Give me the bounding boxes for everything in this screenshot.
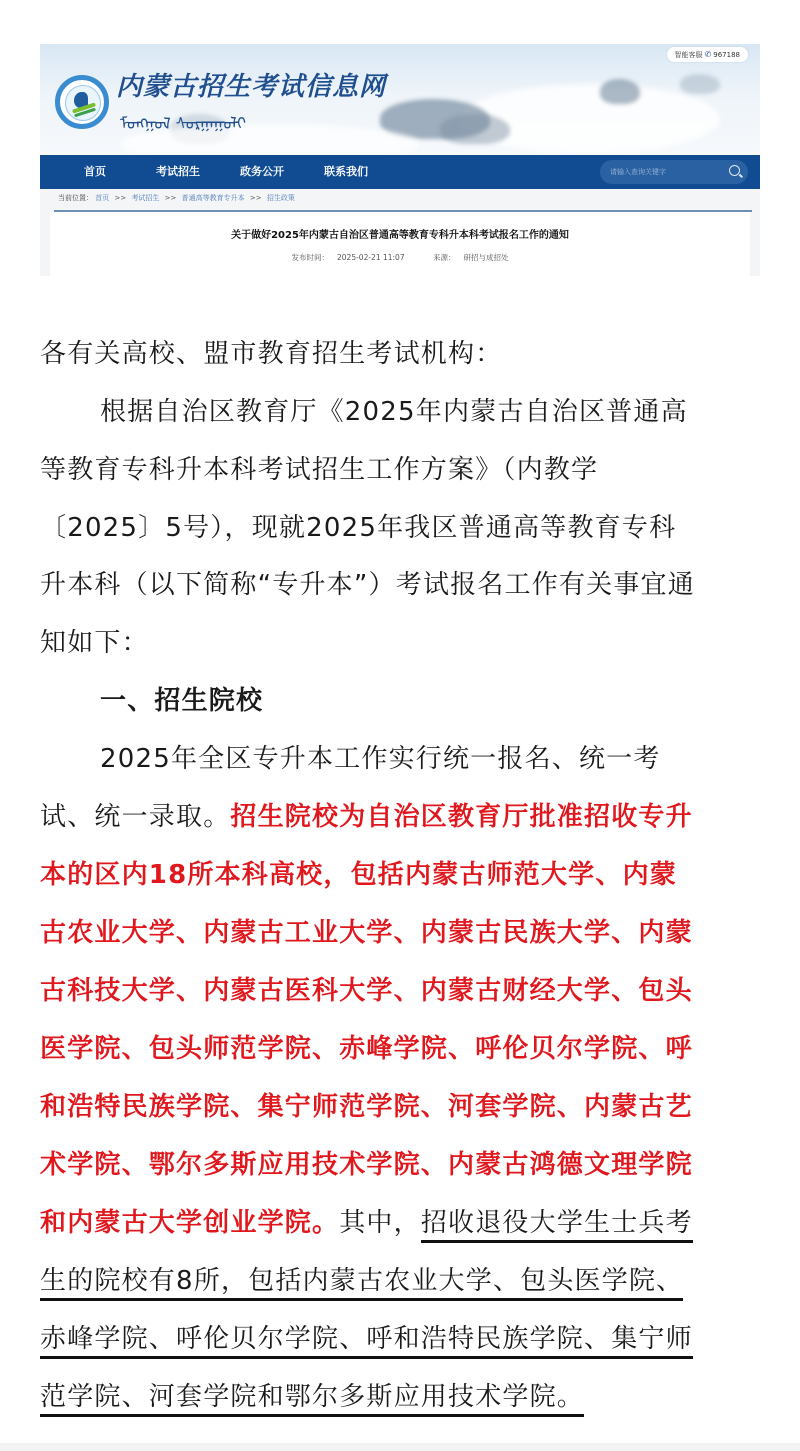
nav-item-exams[interactable]: 考试招生 — [156, 165, 200, 178]
underlined-text: 赤峰学院、呼伦贝尔学院、呼和浩特民族学院、集宁师 — [40, 1324, 693, 1359]
highlighted-text: 古科技大学、内蒙古医科大学、内蒙古财经大学、包头 — [40, 976, 693, 1006]
highlighted-text: 医学院、包头师范学院、赤峰学院、呼伦贝尔学院、呼 — [40, 1034, 693, 1064]
nav-item-gov-affairs[interactable]: 政务公开 — [240, 165, 284, 178]
breadcrumb — [58, 193, 295, 203]
site-title: 内蒙古招生考试信息网 — [116, 72, 387, 102]
breadcrumb-home[interactable]: 首页 — [95, 194, 110, 202]
para2-line — [40, 799, 693, 835]
breadcrumb-prefix: 当前位置： — [58, 194, 93, 202]
highlighted-text: 本的区内18所本科高校，包括内蒙古师范大学、内蒙 — [40, 860, 677, 890]
para2-text: 试、统一录取。 — [40, 802, 231, 832]
breadcrumb-policy[interactable]: 招生政策 — [266, 194, 295, 202]
site-title-mongolian: ᠮᠣᠩᠭᠣᠯ ᠰᠤᠷᠭᠠᠭᠤᠯᠢ — [120, 114, 246, 133]
para1-line: 根据自治区教育厅《2025年内蒙古自治区普通高 — [100, 397, 688, 427]
para1-line: 等教育专科升本科考试招生工作方案》（内教学 — [40, 455, 599, 485]
published-time: 2025-02-21 11:07 — [337, 253, 405, 262]
para2-line — [40, 1205, 693, 1241]
breadcrumb-upgrade[interactable]: 普通高等教育专升本 — [181, 194, 245, 202]
hotline-number: 967188 — [713, 51, 740, 59]
breadcrumb-separator: >> — [164, 194, 177, 202]
site-logo[interactable] — [55, 75, 109, 129]
para1-line: 〔2025〕5号），现就2025年我区普通高等教育专科 — [40, 513, 677, 543]
highlighted-text: 和内蒙古大学创业学院。 — [40, 1208, 340, 1238]
article-header — [50, 212, 750, 276]
salutation: 各有关高校、盟市教育招生考试机构： — [40, 339, 503, 369]
published-label: 发布时间： — [291, 253, 329, 262]
search-input[interactable] — [610, 160, 720, 184]
highlighted-text: 招生院校为自治区教育厅批准招收专升 — [230, 802, 693, 832]
page-bottom-divider — [0, 1443, 800, 1451]
underlined-text: 生的院校有8所，包括内蒙古农业大学、包头医学院、 — [40, 1266, 683, 1301]
para2-line: 2025年全区专升本工作实行统一报名、统一考 — [100, 744, 661, 774]
search-icon[interactable] — [729, 165, 740, 176]
site-banner — [40, 44, 760, 155]
para2-text: 其中， — [339, 1208, 421, 1238]
underlined-text: 范学院、河套学院和鄂尔多斯应用技术学院。 — [40, 1382, 584, 1417]
hotline-label: 智能客服 — [674, 51, 703, 59]
main-nav — [40, 155, 760, 189]
section-heading: 一、招生院校 — [100, 686, 264, 716]
para1-line: 升本科（以下简称“专升本”）考试报名工作有关事宜通 — [40, 570, 695, 600]
highlighted-text: 古农业大学、内蒙古工业大学、内蒙古民族大学、内蒙 — [40, 918, 693, 948]
phone-icon: ✆ — [704, 50, 712, 59]
article-meta — [50, 252, 750, 263]
search-box — [600, 160, 748, 184]
underlined-text: 招收退役大学生士兵考 — [421, 1208, 693, 1243]
source-label: 来源： — [432, 253, 456, 262]
nav-item-contact[interactable]: 联系我们 — [324, 165, 368, 178]
breadcrumb-separator: >> — [114, 194, 127, 202]
highlighted-text: 和浩特民族学院、集宁师范学院、河套学院、内蒙古艺 — [40, 1092, 693, 1122]
para2-line — [40, 1263, 683, 1299]
para1-line: 知如下： — [40, 628, 149, 658]
logo-emblem-icon — [65, 85, 101, 121]
highlighted-text: 术学院、鄂尔多斯应用技术学院、内蒙古鸿德文理学院 — [40, 1150, 693, 1180]
breadcrumb-exams[interactable]: 考试招生 — [131, 194, 160, 202]
website-screenshot — [40, 44, 760, 276]
source-value: 研招与成招处 — [463, 253, 509, 262]
para2-line — [40, 1379, 584, 1415]
breadcrumb-separator: >> — [249, 194, 262, 202]
nav-item-home[interactable]: 首页 — [84, 165, 106, 178]
hotline-badge[interactable] — [667, 47, 748, 62]
article-title: 关于做好2025年内蒙古自治区普通高等教育专科升本科考试报名工作的通知 — [231, 230, 569, 241]
para2-line — [40, 1321, 693, 1357]
